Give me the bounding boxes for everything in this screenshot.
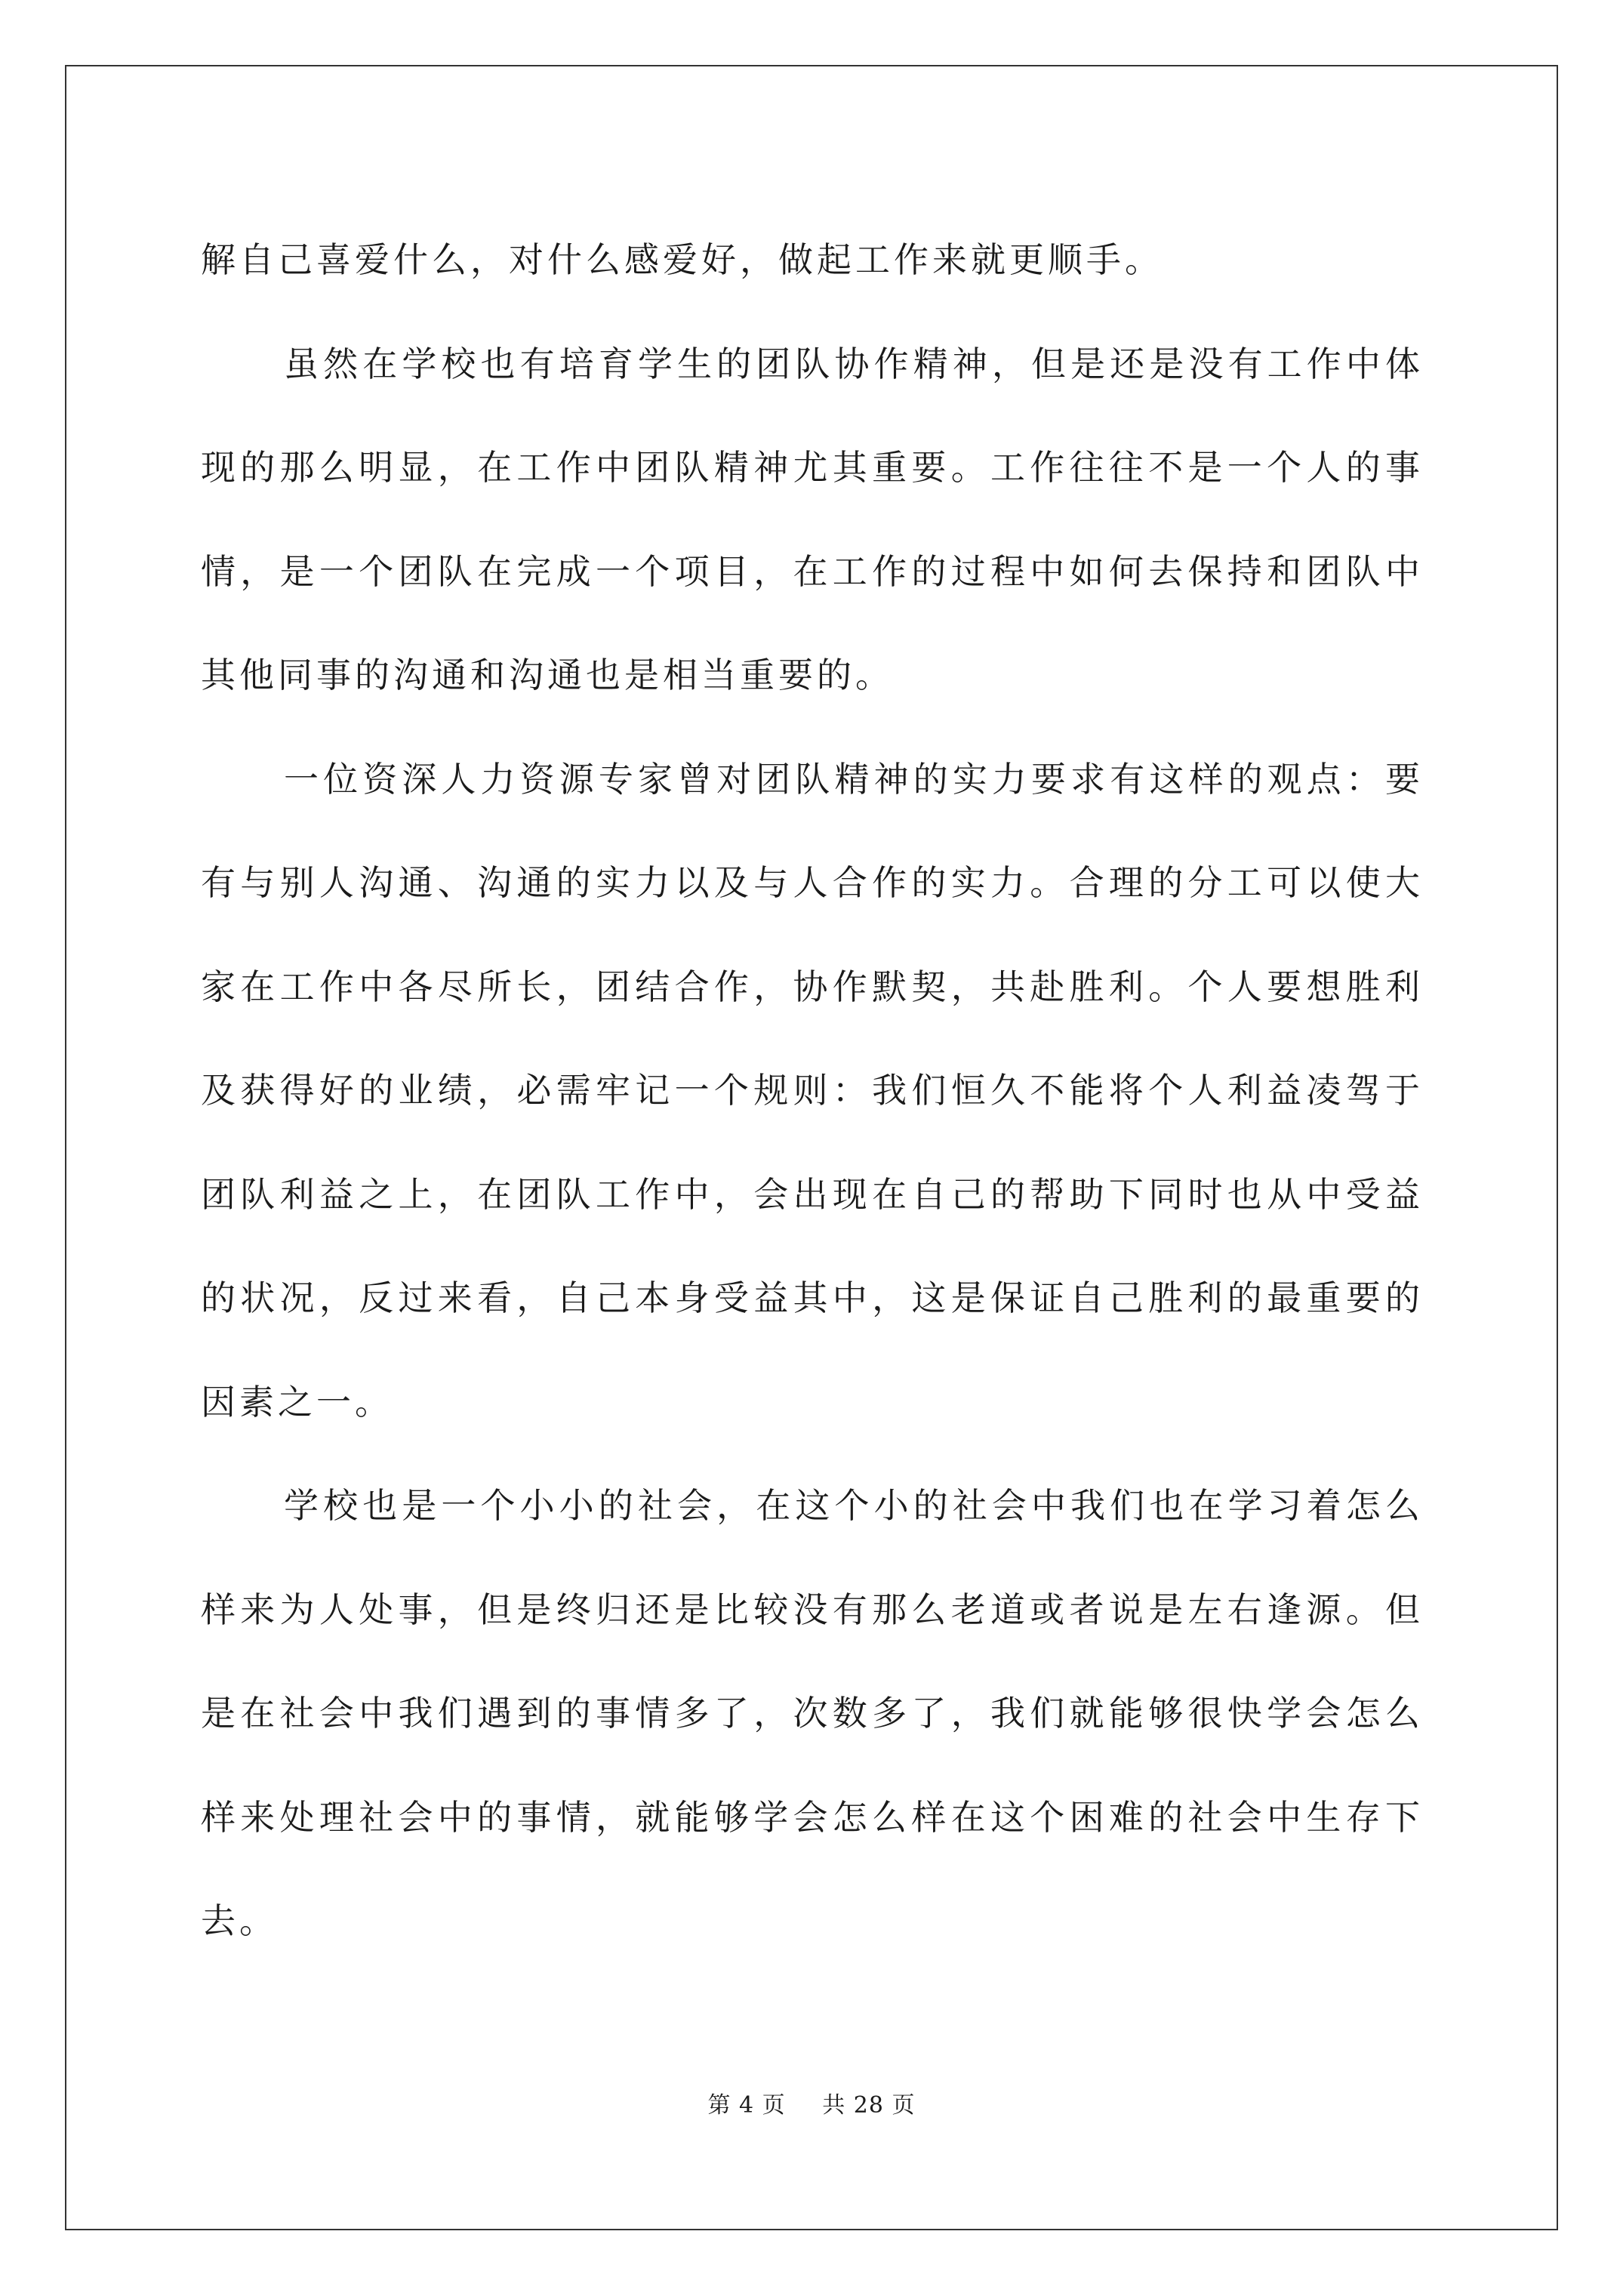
- document-body: [201, 208, 1424, 1974]
- page-total: 共 28 页: [822, 2092, 916, 2119]
- paragraph-2: 虽然在学校也有培育学生的团队协作精神，但是还是没有工作中体现的那么明显，在工作中团队精神尤其重要。工作往往不是一个人的事情，是一个团队在完成一个项目，在工作的过程中如何去保持和团队中其他同事的沟通和沟通也是相当重要的。: [201, 343, 1424, 695]
- page-number: 第 4 页: [707, 2092, 786, 2119]
- paragraph-1: 解自己喜爱什么，对什么感爱好，做起工作来就更顺手。: [201, 239, 1163, 280]
- paragraph-4: 学校也是一个小小的社会，在这个小的社会中我们也在学习着怎么样来为人处事，但是终归还是比较没有那么老道或者说是左右逢源。但是在社会中我们遇到的事情多了，次数多了，我们就能够很快学会怎么样来处理社会中的事情，就能够学会怎么样在这个困难的社会中生存下去。: [201, 1485, 1424, 1941]
- page-footer: [0, 2086, 1623, 2119]
- paragraph-3: 一位资深人力资源专家曾对团队精神的实力要求有这样的观点：要有与别人沟通、沟通的实力以及与人合作的实力。合理的分工可以使大家在工作中各尽所长，团结合作，协作默契，共赴胜利。个人要想胜利及获得好的业绩，必需牢记一个规则：我们恒久不能将个人利益凌驾于团队利益之上，在团队工作中，会出现在自己的帮助下同时也从中受益的状况，反过来看，自己本身受益其中，这是保证自己胜利的最重要的因素之一。: [201, 758, 1424, 1422]
